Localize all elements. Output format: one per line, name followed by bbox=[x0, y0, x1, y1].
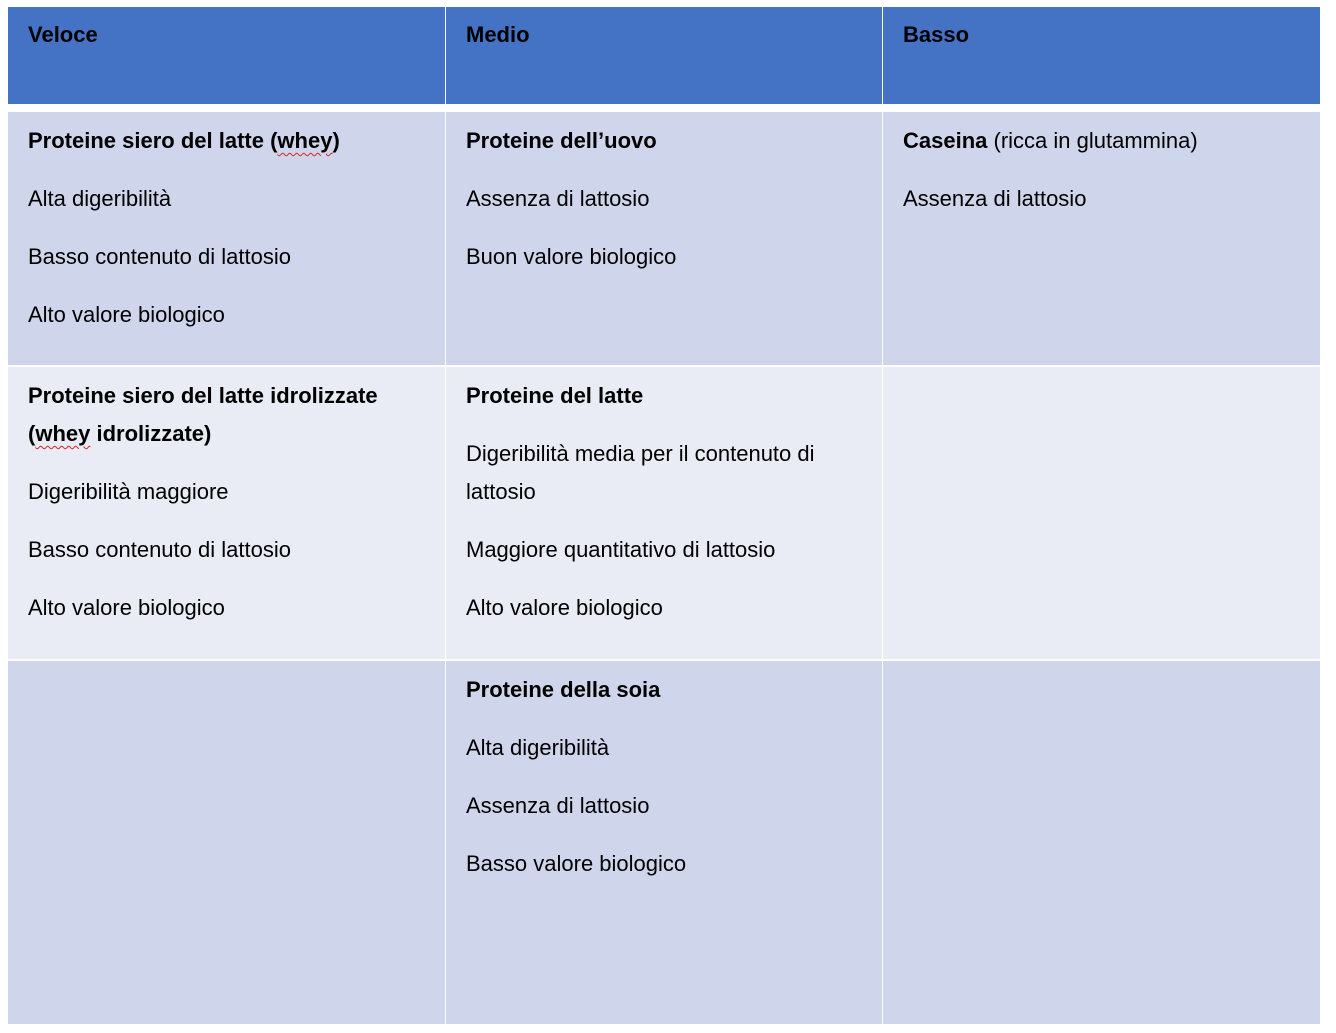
cell-title: Proteine siero del latte idrolizzate (whey idrolizzate) bbox=[28, 383, 378, 446]
cell-item: Alto valore biologico bbox=[28, 595, 225, 620]
cell-item: Buon valore biologico bbox=[466, 244, 677, 269]
header-veloce bbox=[8, 7, 445, 104]
cell-uovo bbox=[446, 112, 882, 365]
cell-item: Basso valore biologico bbox=[466, 851, 687, 876]
cell-item: Basso contenuto di lattosio bbox=[28, 537, 291, 562]
cell-whey bbox=[8, 112, 445, 365]
cell-title: Caseina (ricca in glutammina) bbox=[903, 128, 1198, 153]
cell-item: Assenza di lattosio bbox=[903, 186, 1087, 211]
header-medio bbox=[446, 7, 882, 104]
cell-item: Digeribilità media per il contenuto di lattosio bbox=[466, 441, 815, 504]
cell-item: Alto valore biologico bbox=[28, 302, 225, 327]
cell-empty bbox=[883, 367, 1320, 659]
cell-item: Assenza di lattosio bbox=[466, 793, 650, 818]
cell-item: Alto valore biologico bbox=[466, 595, 663, 620]
cell-caseina bbox=[883, 112, 1320, 365]
cell-title: Proteine del latte bbox=[466, 383, 644, 408]
spellcheck-word[interactable]: whey bbox=[35, 421, 91, 446]
cell-empty bbox=[883, 661, 1320, 1024]
cell-title: Proteine della soia bbox=[466, 677, 661, 702]
header-label: Basso bbox=[903, 22, 970, 47]
cell-title: Proteine siero del latte (whey) bbox=[28, 128, 340, 153]
header-label: Veloce bbox=[28, 22, 98, 47]
cell-item: Assenza di lattosio bbox=[466, 186, 650, 211]
cell-item: Alta digeribilità bbox=[28, 186, 172, 211]
cell-title: Proteine dell’uovo bbox=[466, 128, 657, 153]
cell-whey-idrolizzate bbox=[8, 367, 445, 659]
header-basso bbox=[883, 7, 1320, 104]
cell-item: Alta digeribilità bbox=[466, 735, 610, 760]
cell-item: Maggiore quantitativo di lattosio bbox=[466, 537, 776, 562]
cell-latte bbox=[446, 367, 882, 659]
cell-item: Digeribilità maggiore bbox=[28, 479, 229, 504]
spellcheck-word[interactable]: whey bbox=[277, 128, 333, 153]
cell-soia bbox=[446, 661, 882, 1024]
cell-empty bbox=[8, 661, 445, 1024]
cell-item: Basso contenuto di lattosio bbox=[28, 244, 291, 269]
header-label: Medio bbox=[466, 22, 530, 47]
